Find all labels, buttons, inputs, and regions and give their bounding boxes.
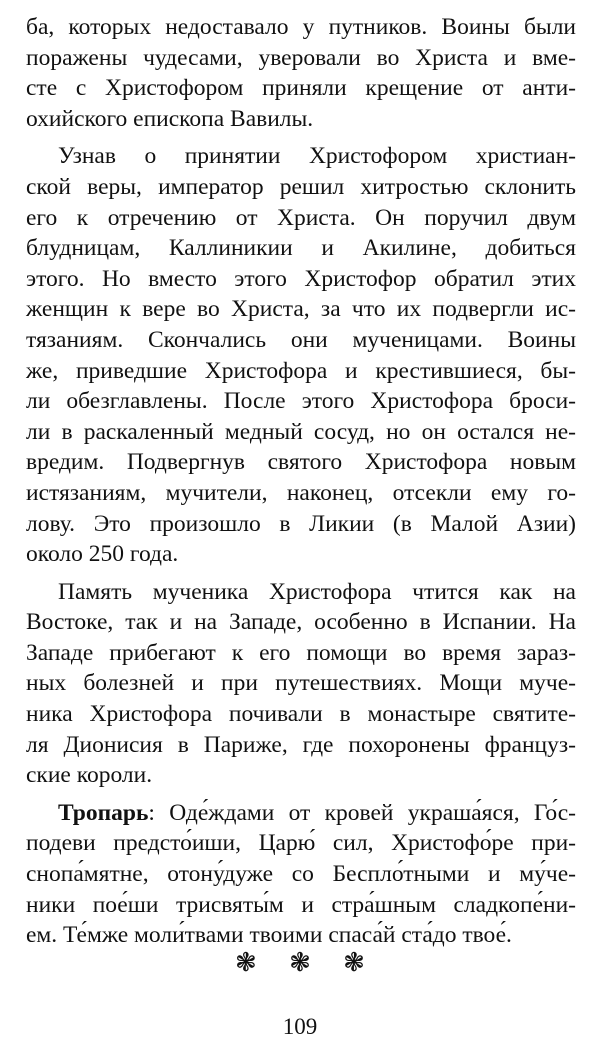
text-line: женщин к вере во Христа, за что их подвергли ис- (26, 296, 576, 323)
text-line: ля Дионисия в Париже, где похоронены француз- (26, 731, 576, 758)
text-line: ем. Те́мже моли́твами твоими спаса́й ста́до твое́. (26, 922, 512, 949)
text-line: ли обезглавлены. После этого Христофора броси- (26, 388, 576, 415)
text-line: ных болезней и при путешествиях. Мощи муче- (26, 670, 576, 697)
troparion-first-line (26, 798, 576, 829)
text-line: поражены чудесами, уверовали во Христа и вме- (26, 44, 576, 71)
text-line: около 250 года. (26, 541, 179, 568)
page-number: 109 (282, 1014, 318, 1039)
text-line: сте с Христофором приняли крещение от анти- (26, 75, 576, 102)
page-text (26, 12, 576, 958)
text-line: ской веры, император решил хитростью склонить (26, 173, 576, 200)
paragraph-3 (26, 577, 576, 791)
text-line: же, приведшие Христофора и крестившиеся, бы- (26, 357, 576, 384)
text-line: тязаниям. Скончались они мученицами. Воины (26, 326, 576, 353)
text-line: Западе прибегают к его помощи во время зараз- (26, 639, 576, 666)
text-line: ские короли. (26, 762, 153, 789)
text-line: его к отречению от Христа. Он поручил двум (26, 204, 576, 231)
text-line: истязаниям, мучители, наконец, отсекли ему го- (26, 479, 576, 506)
text-line: снопа́мятне, отону́дуже со Беспло́тными и му́че- (26, 861, 576, 888)
text-line: Память мученика Христофора чтится как на (58, 578, 576, 605)
text-line: блудницам, Каллиникии и Акилине, добиться (26, 235, 576, 262)
text-line: Узнав о принятии Христофором христиан- (58, 143, 576, 170)
paragraph-2 (26, 141, 576, 569)
flower-ornament-icon: ❃ (343, 948, 365, 978)
section-divider (0, 948, 600, 978)
troparion-paragraph (26, 798, 576, 951)
text-line: этого. Но вместо этого Христофор обратил этих (26, 265, 576, 292)
text-line: подеви предсто́иши, Царю́ сил, Христофо́ре при- (26, 830, 576, 857)
text-line: ники пое́ши трисвяты́м и стра́шным сладкопе́ни- (26, 891, 576, 918)
text-line: лову. Это произошло в Ликии (в Малой Азии) (26, 510, 576, 537)
text-line: ли в раскаленный медный сосуд, но он остался не- (26, 418, 576, 445)
text-line: ба, которых недоставало у путников. Воины были (26, 14, 576, 40)
text-line: охийского епископа Вавилы. (26, 105, 314, 132)
text-line: ника Христофора почивали в монастыре святите- (26, 701, 576, 728)
text-line: вредим. Подвергнув святого Христофора новым (26, 449, 576, 476)
troparion-label: Тропарь (58, 799, 149, 826)
paragraph-1 (26, 12, 576, 134)
text-line: : Оде́ждами от кровей украша́яся, Го́с- (148, 799, 576, 826)
text-line: Востоке, так и на Западе, особенно в Испании. На (26, 609, 576, 636)
flower-ornament-icon: ❃ (289, 948, 311, 978)
flower-ornament-icon: ❃ (235, 948, 257, 978)
